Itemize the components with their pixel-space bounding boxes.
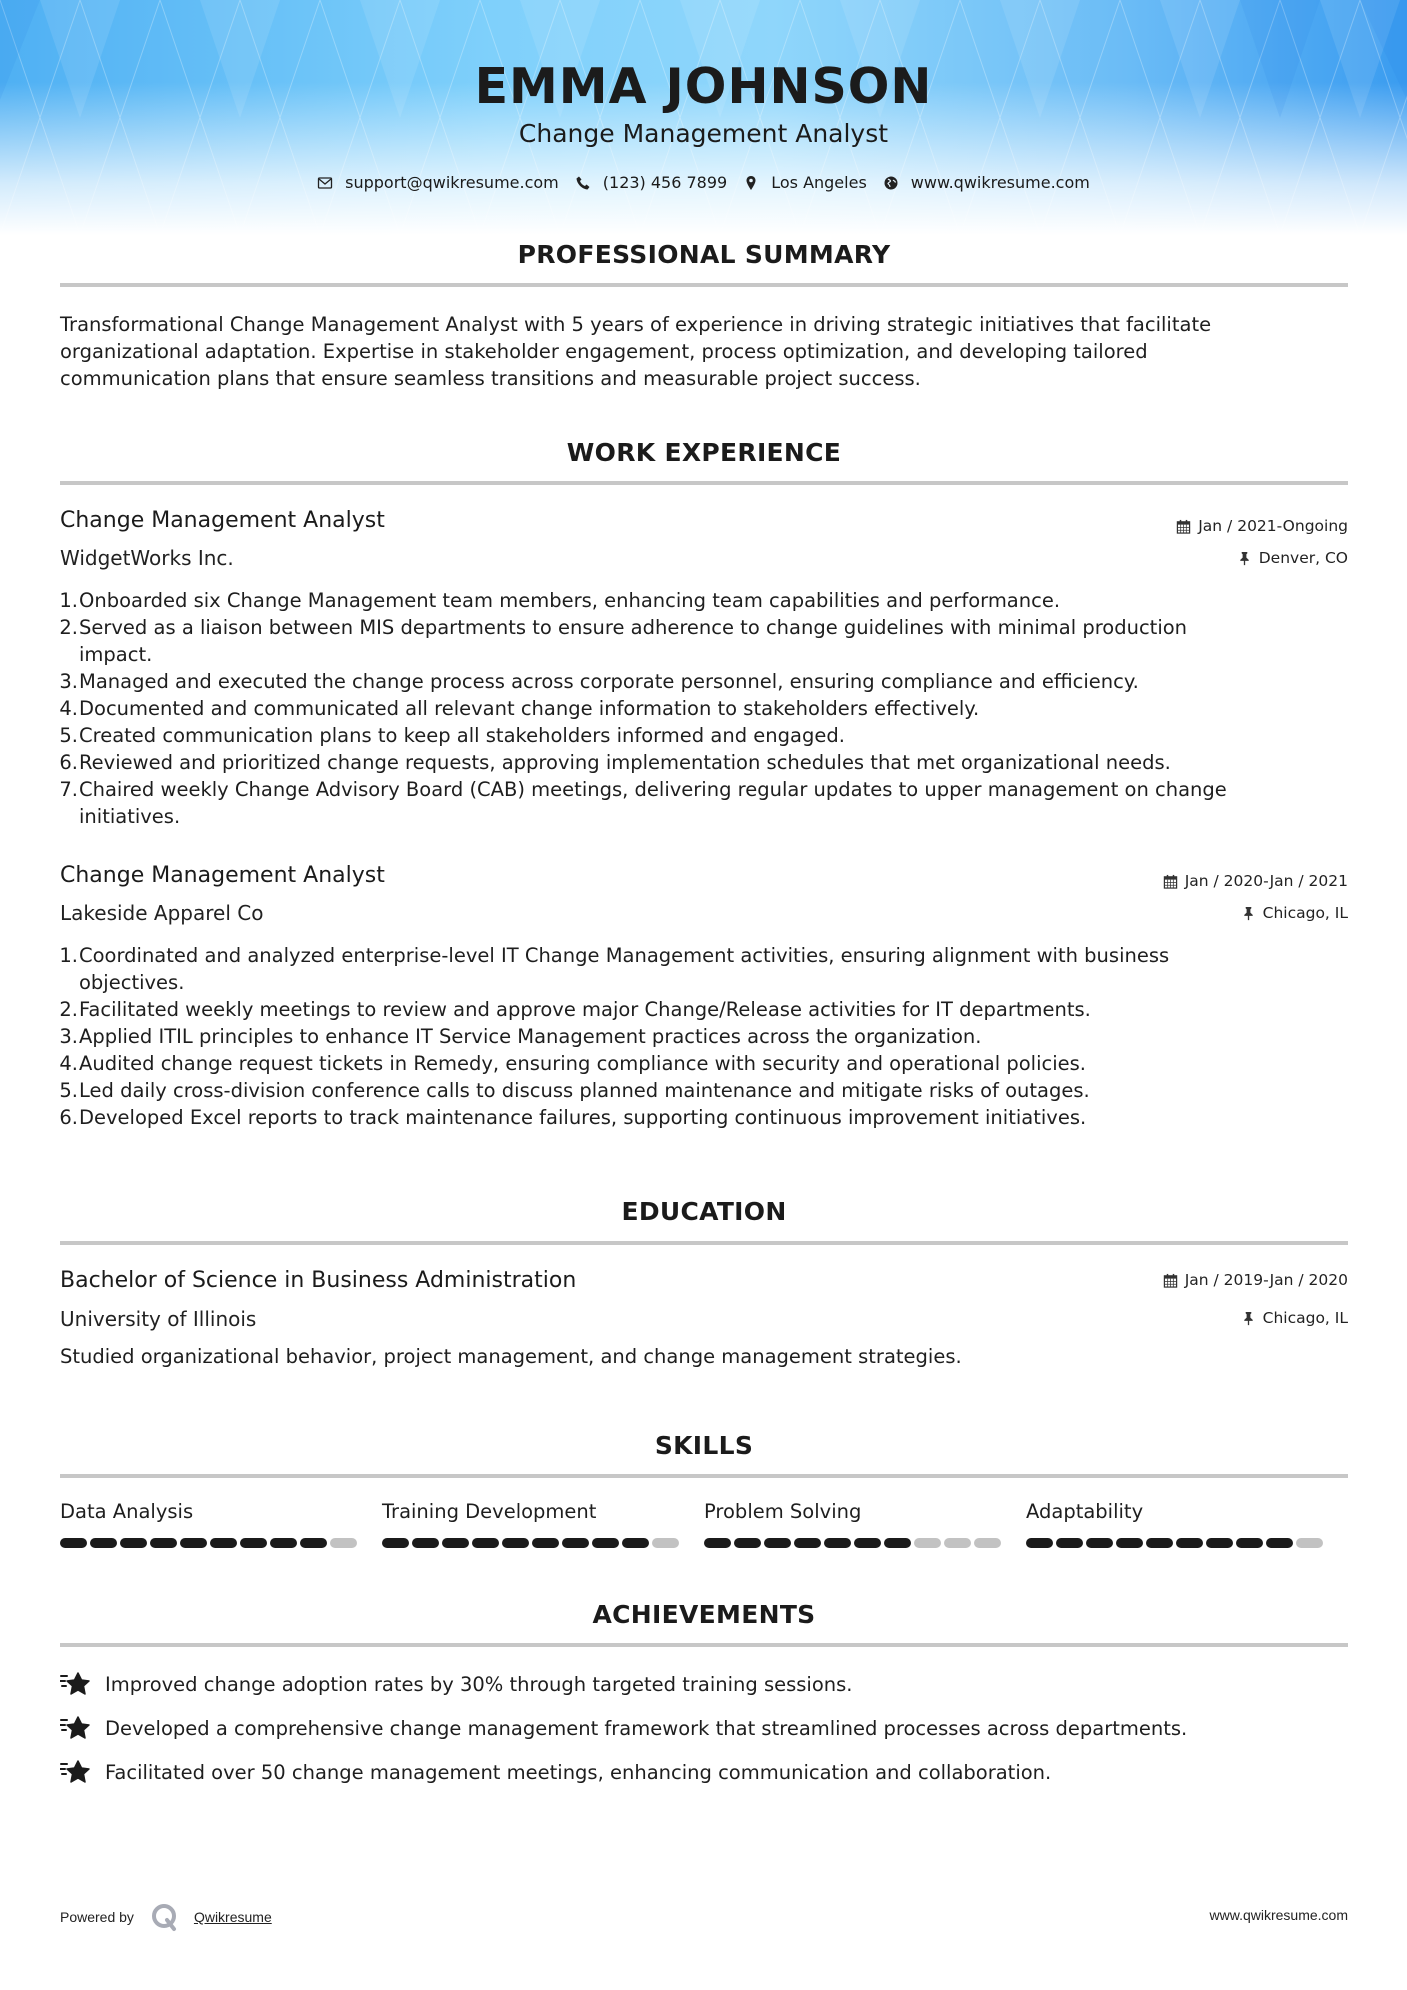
- skill-segment-filled: [1026, 1538, 1053, 1548]
- achievement-text: Developed a comprehensive change management framework that streamlined processes across departments.: [105, 1716, 1188, 1740]
- skill-segment-filled: [180, 1538, 207, 1548]
- achievement-item: [60, 1670, 1348, 1698]
- skill-segment-filled: [60, 1538, 87, 1548]
- shooting-star-icon: [60, 1758, 92, 1786]
- job-bullets: [42, 587, 1348, 830]
- job-title: Change Management Analyst: [60, 508, 385, 533]
- list-item: 5. Created communication plans to keep all stakeholders informed and engaged.: [59, 724, 845, 747]
- section-title-achievements: ACHIEVEMENTS: [592, 1600, 816, 1629]
- footer-website-link[interactable]: www.qwikresume.com: [1209, 1907, 1348, 1923]
- job-dates-text: Jan / 2020-Jan / 2021: [1184, 872, 1348, 890]
- job-bullets: [42, 942, 1348, 1131]
- candidate-title: Change Management Analyst: [518, 119, 889, 148]
- calendar-icon: [1176, 519, 1191, 534]
- achievement-item: [60, 1758, 1348, 1786]
- calendar-icon: [1163, 874, 1178, 889]
- skill-item: [60, 1500, 382, 1548]
- skill-segment-filled: [532, 1538, 559, 1548]
- skill-segment-empty: [974, 1538, 1001, 1548]
- job-company: WidgetWorks Inc.: [60, 546, 234, 570]
- skill-segment-filled: [1266, 1538, 1293, 1548]
- contact-website[interactable]: www.qwikresume.com: [910, 173, 1090, 192]
- job-location-text: Chicago, IL: [1262, 904, 1348, 922]
- contact-email[interactable]: support@qwikresume.com: [345, 173, 559, 192]
- list-item: 4. Audited change request tickets in Remedy, ensuring compliance with security and operational policies.: [59, 1052, 1087, 1075]
- contact-bar: [0, 173, 1407, 192]
- job-dates-text: Jan / 2021-Ongoing: [1198, 517, 1348, 535]
- candidate-name: EMMA JOHNSON: [474, 58, 933, 115]
- education-description: Studied organizational behavior, project management, and change management strategies.: [60, 1345, 962, 1368]
- skill-segment-filled: [1236, 1538, 1263, 1548]
- summary-line: communication plans that ensure seamless transitions and measurable project success.: [60, 367, 921, 390]
- section-title-education: EDUCATION: [621, 1197, 787, 1226]
- skill-segment-filled: [1086, 1538, 1113, 1548]
- skill-segment-filled: [270, 1538, 297, 1548]
- skill-segment-filled: [90, 1538, 117, 1548]
- skill-segment-filled: [442, 1538, 469, 1548]
- powered-by-label: Powered by: [60, 1909, 134, 1925]
- skill-name: Training Development: [382, 1500, 597, 1523]
- skill-level-bar: [704, 1538, 1026, 1548]
- skill-segment-filled: [472, 1538, 499, 1548]
- skill-name: Adaptability: [1026, 1500, 1144, 1523]
- list-item: 5. Led daily cross-division conference calls to discuss planned maintenance and mitigate risks of outages.: [59, 1079, 1090, 1102]
- skill-segment-filled: [502, 1538, 529, 1548]
- resume-header: [0, 0, 1407, 235]
- job-location: [1237, 549, 1348, 567]
- degree-title: Bachelor of Science in Business Administration: [60, 1268, 577, 1293]
- skill-level-bar: [1026, 1538, 1348, 1548]
- summary-line: organizational adaptation. Expertise in stakeholder engagement, process optimization, and developing tailored: [60, 340, 1148, 363]
- skill-segment-filled: [734, 1538, 761, 1548]
- skill-level-bar: [382, 1538, 704, 1548]
- school-name: University of Illinois: [60, 1307, 257, 1331]
- map-pin-icon: [743, 175, 759, 191]
- shooting-star-icon: [60, 1714, 92, 1742]
- skill-segment-filled: [150, 1538, 177, 1548]
- skill-name: Data Analysis: [60, 1500, 194, 1523]
- achievement-item: [60, 1714, 1348, 1742]
- contact-location: Los Angeles: [771, 173, 867, 192]
- skill-level-bar: [60, 1538, 382, 1548]
- skill-segment-empty: [330, 1538, 357, 1548]
- list-item: 4. Documented and communicated all relevant change information to stakeholders effectively.: [59, 697, 980, 720]
- section-divider: [60, 283, 1348, 287]
- skill-segment-filled: [1206, 1538, 1233, 1548]
- summary-paragraph: [60, 311, 1348, 392]
- triangle-pattern-background: [0, 0, 1407, 235]
- skill-segment-filled: [240, 1538, 267, 1548]
- skill-item: [382, 1500, 704, 1548]
- education-dates: [1163, 1271, 1348, 1289]
- contact-phone[interactable]: (123) 456 7899: [602, 173, 728, 192]
- skill-segment-filled: [120, 1538, 147, 1548]
- skill-segment-filled: [1056, 1538, 1083, 1548]
- skill-segment-filled: [622, 1538, 649, 1548]
- skills-grid: [60, 1500, 1348, 1548]
- job-dates: [1163, 872, 1348, 890]
- list-item: 2. Served as a liaison between MIS departments to ensure adherence to change guidelines with minimal production impact.: [59, 616, 1188, 666]
- section-divider: [60, 1474, 1348, 1478]
- section-title-summary: PROFESSIONAL SUMMARY: [517, 240, 891, 269]
- skill-segment-filled: [794, 1538, 821, 1548]
- skill-item: [704, 1500, 1026, 1548]
- skill-segment-filled: [704, 1538, 731, 1548]
- skill-segment-filled: [854, 1538, 881, 1548]
- section-divider: [60, 1241, 1348, 1245]
- section-divider: [60, 481, 1348, 485]
- skill-segment-empty: [914, 1538, 941, 1548]
- list-item: 3. Applied ITIL principles to enhance IT Service Management practices across the organization.: [59, 1025, 982, 1048]
- skill-segment-empty: [1296, 1538, 1323, 1548]
- skill-segment-empty: [652, 1538, 679, 1548]
- qwikresume-logo-icon: [150, 1902, 180, 1932]
- list-item: 6. Reviewed and prioritized change requests, approving implementation schedules that met organizational needs.: [59, 751, 1171, 774]
- skill-segment-filled: [764, 1538, 791, 1548]
- list-item: 1. Onboarded six Change Management team members, enhancing team capabilities and performance.: [59, 589, 1061, 612]
- achievement-text: Facilitated over 50 change management meetings, enhancing communication and collaboration.: [105, 1760, 1052, 1784]
- list-item: 2. Facilitated weekly meetings to review and approve major Change/Release activities for IT departments.: [59, 998, 1091, 1021]
- skill-segment-filled: [300, 1538, 327, 1548]
- education-dates-text: Jan / 2019-Jan / 2020: [1184, 1271, 1348, 1289]
- list-item: 1. Coordinated and analyzed enterprise-level IT Change Management activities, ensuring alignment with business objectives.: [59, 944, 1170, 994]
- skill-segment-filled: [562, 1538, 589, 1548]
- envelope-icon: [317, 175, 333, 191]
- skill-segment-filled: [824, 1538, 851, 1548]
- calendar-icon: [1163, 1273, 1178, 1288]
- section-title-skills: SKILLS: [654, 1431, 754, 1460]
- summary-line: Transformational Change Management Analyst with 5 years of experience in driving strategic initiatives that facilitate: [60, 313, 1212, 336]
- skill-segment-empty: [944, 1538, 971, 1548]
- list-item: 3. Managed and executed the change process across corporate personnel, ensuring compliance and efficiency.: [59, 670, 1139, 693]
- section-divider: [60, 1643, 1348, 1647]
- skill-item: [1026, 1500, 1348, 1548]
- skill-segment-filled: [412, 1538, 439, 1548]
- skill-segment-filled: [1116, 1538, 1143, 1548]
- qwikresume-link[interactable]: Qwikresume: [193, 1909, 272, 1925]
- pushpin-icon: [1241, 1311, 1256, 1326]
- skill-name: Problem Solving: [704, 1500, 862, 1523]
- job-title: Change Management Analyst: [60, 863, 385, 888]
- job-company: Lakeside Apparel Co: [60, 901, 264, 925]
- skill-segment-filled: [884, 1538, 911, 1548]
- job-location-text: Denver, CO: [1258, 549, 1348, 567]
- pushpin-icon: [1237, 551, 1252, 566]
- list-item: 6. Developed Excel reports to track maintenance failures, supporting continuous improvement initiatives.: [59, 1106, 1087, 1129]
- pushpin-icon: [1241, 906, 1256, 921]
- list-item: 7. Chaired weekly Change Advisory Board (CAB) meetings, delivering regular updates to upper management on change initiatives.: [59, 778, 1227, 828]
- job-dates: [1176, 517, 1348, 535]
- skill-segment-filled: [592, 1538, 619, 1548]
- skill-segment-filled: [210, 1538, 237, 1548]
- shooting-star-icon: [60, 1670, 92, 1698]
- education-location-text: Chicago, IL: [1262, 1309, 1348, 1327]
- skill-segment-filled: [382, 1538, 409, 1548]
- footer-powered-by: [60, 1902, 272, 1932]
- skill-segment-filled: [1146, 1538, 1173, 1548]
- globe-icon: [883, 175, 899, 191]
- section-title-experience: WORK EXPERIENCE: [566, 438, 842, 467]
- phone-icon: [575, 175, 591, 191]
- education-location: [1241, 1309, 1348, 1327]
- job-location: [1241, 904, 1348, 922]
- skill-segment-filled: [1176, 1538, 1203, 1548]
- achievement-text: Improved change adoption rates by 30% through targeted training sessions.: [105, 1672, 853, 1696]
